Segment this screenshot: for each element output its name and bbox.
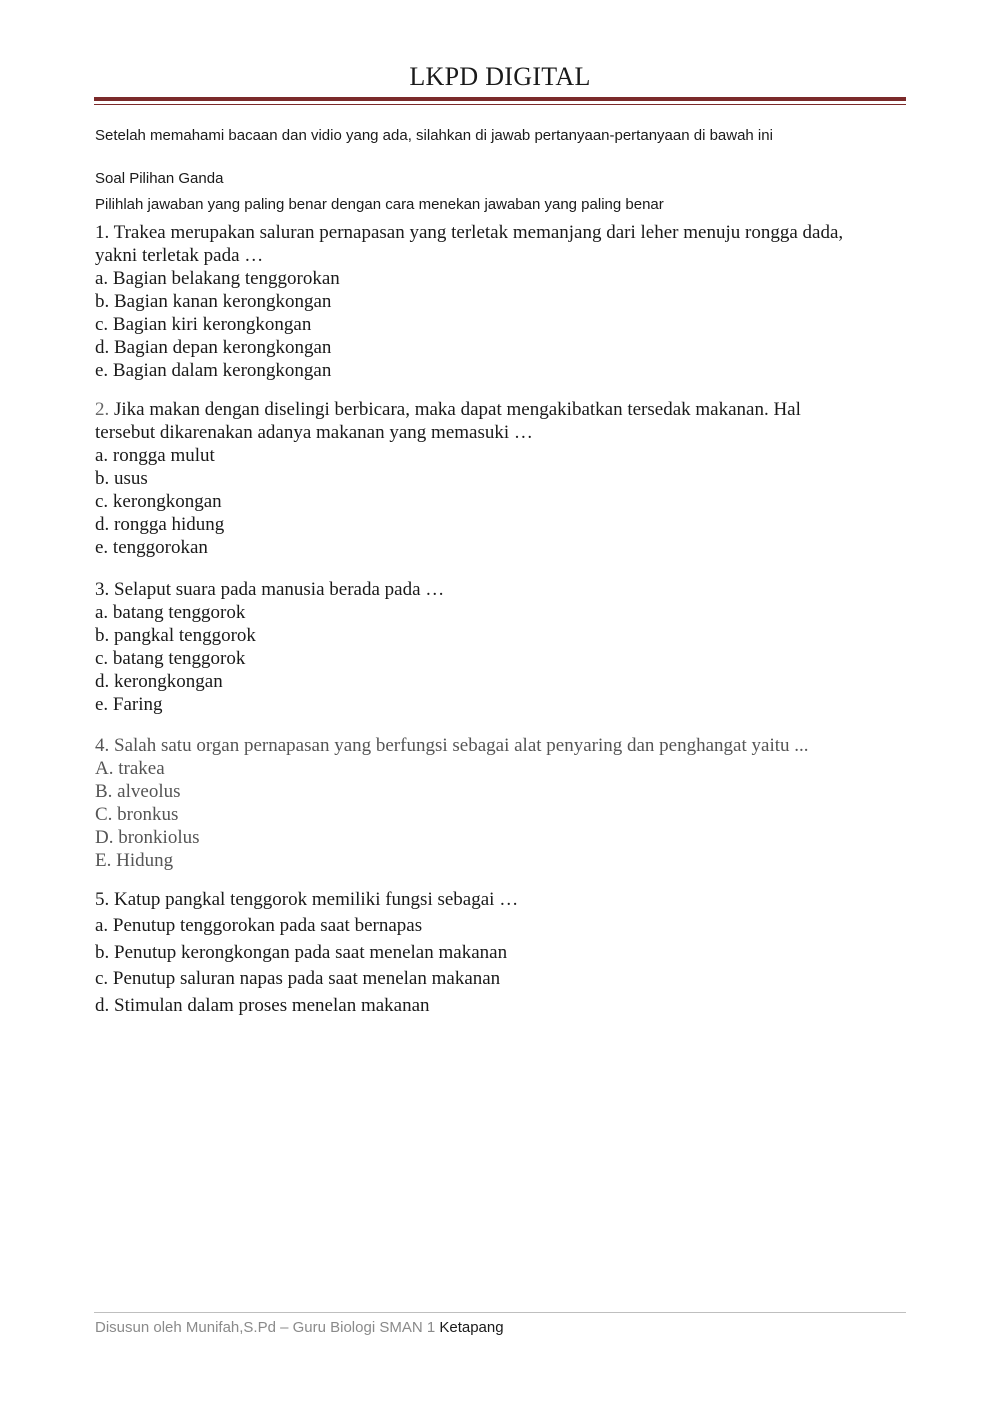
footer-credit: Disusun oleh Munifah,S.Pd – Guru Biologi SMAN 1 (95, 1319, 436, 1336)
answer-option[interactable]: e. Bagian dalam kerongkongan (95, 360, 332, 381)
answer-option[interactable]: B. alveolus (95, 781, 181, 802)
answer-option[interactable]: c. Bagian kiri kerongkongan (95, 314, 312, 335)
answer-option[interactable]: a. batang tenggorok (95, 602, 246, 623)
header-rule-thin (94, 104, 906, 105)
answer-option[interactable]: d. kerongkongan (95, 671, 223, 692)
answer-option[interactable]: c. kerongkongan (95, 491, 222, 512)
answer-option[interactable]: d. Stimulan dalam proses menelan makanan (95, 994, 430, 1016)
question-text: 3. Selaput suara pada manusia berada pada … (95, 579, 445, 600)
answer-option[interactable]: d. rongga hidung (95, 514, 225, 535)
answer-option[interactable]: e. Faring (95, 694, 163, 715)
question-number: 2. (95, 399, 110, 420)
footer-rule (94, 1312, 906, 1313)
header-rule-thick (94, 97, 906, 101)
answer-option[interactable]: e. tenggorokan (95, 537, 208, 558)
answer-option[interactable]: b. pangkal tenggorok (95, 625, 256, 646)
question-text: 5. Katup pangkal tenggorok memiliki fungsi sebagai … (95, 889, 519, 910)
question-text: 4. Salah satu organ pernapasan yang berfungsi sebagai alat penyaring dan penghangat yaitu ... (95, 735, 809, 756)
question-5 (95, 887, 905, 1019)
answer-option[interactable]: d. Bagian depan kerongkongan (95, 337, 332, 358)
answer-option[interactable]: a. Bagian belakang tenggorokan (95, 268, 340, 289)
answer-option[interactable]: c. batang tenggorok (95, 648, 246, 669)
question-number: 1. (95, 222, 110, 243)
answer-option[interactable]: D. bronkiolus (95, 827, 200, 848)
answer-option[interactable]: a. Penutup tenggorokan pada saat bernapas (95, 915, 423, 936)
answer-option[interactable]: a. rongga mulut (95, 445, 215, 466)
section-instruction: Pilihlah jawaban yang paling benar dengan cara menekan jawaban yang paling benar (95, 196, 664, 213)
question-number: 4. (95, 735, 110, 756)
footer-place: Ketapang (439, 1319, 504, 1336)
answer-option[interactable]: A. trakea (95, 758, 165, 779)
question-3 (95, 578, 905, 716)
intro-text: Setelah memahami bacaan dan vidio yang ada, silahkan di jawab pertanyaan-pertanyaan di bawah ini (95, 127, 773, 144)
question-1 (95, 221, 905, 382)
question-number: 3. (95, 579, 110, 600)
answer-option[interactable]: b. Penutup kerongkongan pada saat menelan makanan (95, 941, 508, 963)
answer-option[interactable]: c. Penutup saluran napas pada saat menelan makanan (95, 968, 501, 989)
answer-option[interactable]: C. bronkus (95, 804, 179, 825)
question-number: 5. (95, 889, 110, 910)
answer-option[interactable]: b. Bagian kanan kerongkongan (95, 291, 332, 312)
question-2 (95, 398, 905, 559)
footer (95, 1319, 504, 1336)
question-text: 2. Jika makan dengan diselingi berbicara, maka dapat mengakibatkan tersedak makanan. Hal tersebut dikarenakan adanya makanan yang memasuki … (95, 399, 801, 443)
question-4 (95, 734, 905, 872)
section-title: Soal Pilihan Ganda (95, 170, 224, 187)
question-text: 1. Trakea merupakan saluran pernapasan yang terletak memanjang dari leher menuju rongga dada, yakni terletak pada … (95, 222, 844, 266)
answer-option[interactable]: E. Hidung (95, 850, 174, 871)
answer-option[interactable]: b. usus (95, 468, 148, 489)
page-title: LKPD DIGITAL (409, 62, 591, 91)
